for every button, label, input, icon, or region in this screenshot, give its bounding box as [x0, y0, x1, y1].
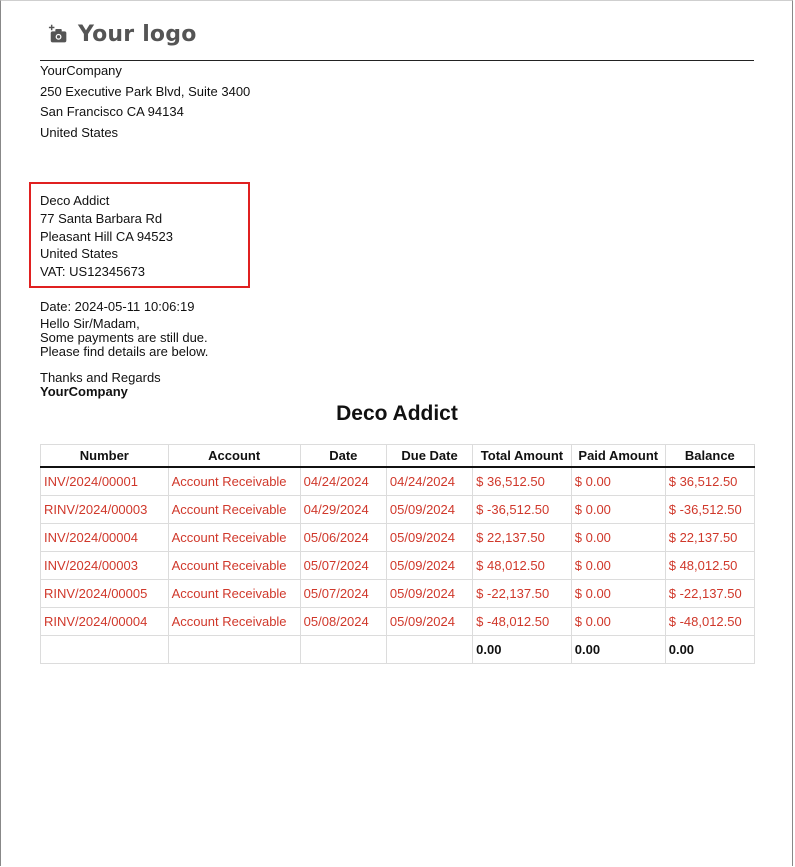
- partner-address: [40, 192, 173, 281]
- partner-vat: VAT: US12345673: [40, 264, 146, 280]
- cell-total-amount: $ 36,512.50: [473, 467, 572, 496]
- cell-date: 05/07/2024: [300, 580, 386, 608]
- company-logo: [48, 22, 197, 47]
- cell-account: Account Receivable: [168, 608, 300, 636]
- closing-thanks: Thanks and Regards: [40, 370, 161, 385]
- column-header-total-amount: Total Amount: [473, 445, 572, 468]
- partner-street: 77 Santa Barbara Rd: [40, 210, 163, 226]
- statement-title: Deco Addict: [336, 402, 458, 425]
- column-header-number: Number: [41, 445, 169, 468]
- letter-line-2: Please find details are below.: [40, 344, 209, 359]
- cell-due-date: 05/09/2024: [386, 608, 472, 636]
- column-header-paid-amount: Paid Amount: [571, 445, 665, 468]
- cell-balance: $ 36,512.50: [665, 467, 754, 496]
- cell-total-amount: $ 48,012.50: [473, 552, 572, 580]
- total-cell-account: [168, 636, 300, 664]
- cell-number: RINV/2024/00005: [41, 580, 169, 608]
- camera-plus-icon: [48, 24, 70, 46]
- cell-account: Account Receivable: [168, 552, 300, 580]
- total-cell-number: [41, 636, 169, 664]
- company-address: [40, 61, 250, 143]
- cell-balance: $ 22,137.50: [665, 524, 754, 552]
- company-country: United States: [40, 124, 119, 140]
- cell-paid-amount: $ 0.00: [571, 552, 665, 580]
- letter-greeting: Hello Sir/Madam,: [40, 316, 140, 331]
- company-street: 250 Executive Park Blvd, Suite 3400: [40, 83, 251, 99]
- cell-account: Account Receivable: [168, 496, 300, 524]
- cell-total-amount: $ -22,137.50: [473, 580, 572, 608]
- company-name: YourCompany: [40, 63, 122, 78]
- table-row: [41, 467, 755, 496]
- cell-balance: $ -22,137.50: [665, 580, 754, 608]
- letter-body: [40, 317, 208, 359]
- cell-number: INV/2024/00001: [41, 467, 169, 496]
- cell-date: 05/06/2024: [300, 524, 386, 552]
- cell-balance: $ -48,012.50: [665, 608, 754, 636]
- partner-city: Pleasant Hill CA 94523: [40, 228, 173, 244]
- cell-paid-amount: $ 0.00: [571, 524, 665, 552]
- cell-date: 05/08/2024: [300, 608, 386, 636]
- letter-line-1: Some payments are still due.: [40, 330, 208, 345]
- paid-amount-sum: 0.00: [571, 636, 665, 664]
- table-row: [41, 524, 755, 552]
- partner-name: Deco Addict: [40, 193, 110, 208]
- total-amount-sum: 0.00: [473, 636, 572, 664]
- cell-date: 05/07/2024: [300, 552, 386, 580]
- cell-paid-amount: $ 0.00: [571, 608, 665, 636]
- due-payments-table: [40, 444, 755, 664]
- cell-paid-amount: $ 0.00: [571, 580, 665, 608]
- column-header-account: Account: [168, 445, 300, 468]
- cell-number: INV/2024/00003: [41, 552, 169, 580]
- cell-total-amount: $ -36,512.50: [473, 496, 572, 524]
- table-row: [41, 496, 755, 524]
- cell-date: 04/29/2024: [300, 496, 386, 524]
- table-row: [41, 580, 755, 608]
- cell-number: RINV/2024/00003: [41, 496, 169, 524]
- table-row: [41, 552, 755, 580]
- cell-due-date: 05/09/2024: [386, 524, 472, 552]
- cell-balance: $ -36,512.50: [665, 496, 754, 524]
- column-header-due-date: Due Date: [386, 445, 472, 468]
- column-header-date: Date: [300, 445, 386, 468]
- cell-account: Account Receivable: [168, 524, 300, 552]
- cell-number: INV/2024/00004: [41, 524, 169, 552]
- letter-closing: [40, 371, 161, 399]
- closing-company: YourCompany: [40, 384, 128, 399]
- cell-due-date: 05/09/2024: [386, 552, 472, 580]
- table-row: [41, 608, 755, 636]
- cell-paid-amount: $ 0.00: [571, 496, 665, 524]
- cell-total-amount: $ 22,137.50: [473, 524, 572, 552]
- total-cell-date: [300, 636, 386, 664]
- cell-due-date: 05/09/2024: [386, 580, 472, 608]
- cell-total-amount: $ -48,012.50: [473, 608, 572, 636]
- cell-balance: $ 48,012.50: [665, 552, 754, 580]
- table-totals-row: [41, 636, 755, 664]
- statement-date: Date: 2024-05-11 10:06:19: [40, 299, 195, 314]
- cell-number: RINV/2024/00004: [41, 608, 169, 636]
- total-cell-due-date: [386, 636, 472, 664]
- cell-date: 04/24/2024: [300, 467, 386, 496]
- balance-sum: 0.00: [665, 636, 754, 664]
- cell-paid-amount: $ 0.00: [571, 467, 665, 496]
- partner-country: United States: [40, 246, 119, 262]
- cell-due-date: 04/24/2024: [386, 467, 472, 496]
- cell-account: Account Receivable: [168, 580, 300, 608]
- cell-account: Account Receivable: [168, 467, 300, 496]
- column-header-balance: Balance: [665, 445, 754, 468]
- company-city: San Francisco CA 94134: [40, 104, 184, 119]
- cell-due-date: 05/09/2024: [386, 496, 472, 524]
- logo-text: Your logo: [78, 22, 197, 47]
- table-header-row: [41, 445, 755, 468]
